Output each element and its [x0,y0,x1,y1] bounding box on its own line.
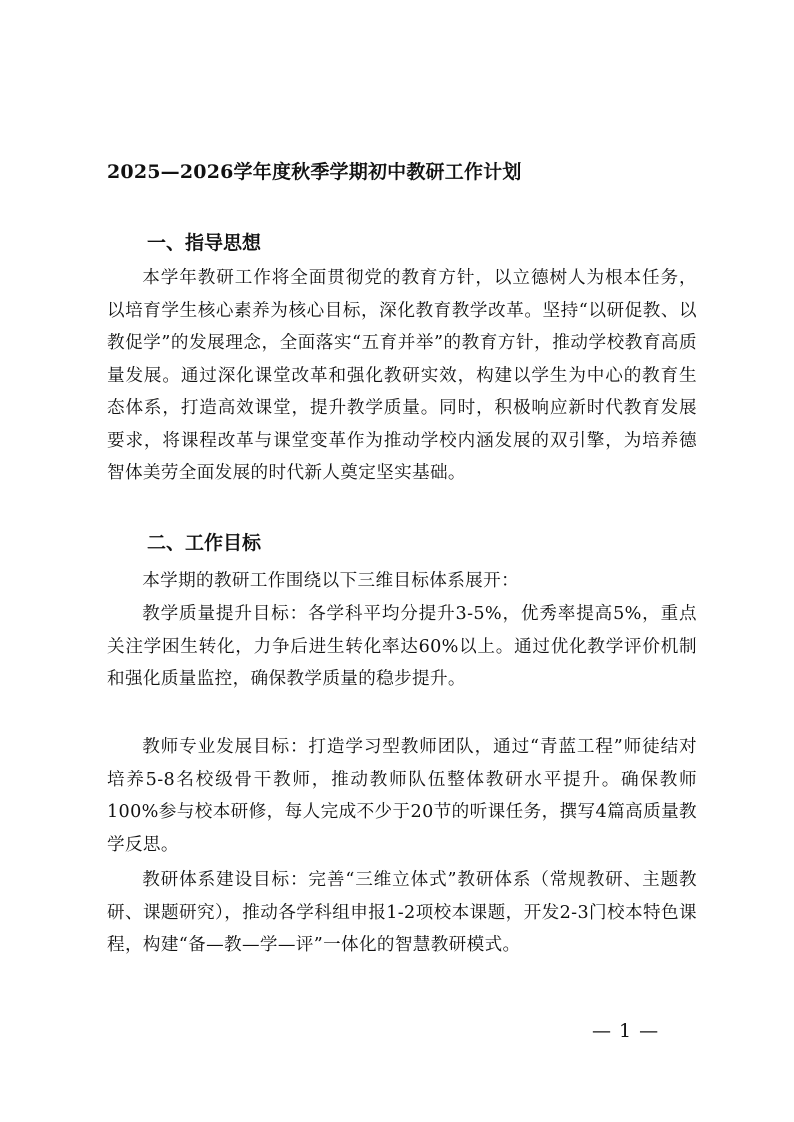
paragraph-teacher-development-goal: 教师专业发展目标：打造学习型教师团队，通过“青蓝工程”师徒结对培养5-8名校级骨干教师，推动教师队伍整体教研水平提升。确保教师100%参与校本研修，每人完成不少于20节的听课任务，撰写4篇高质量教学反思。 [107,737,697,855]
section-heading-work-goals: 二、工作目标 [147,532,262,554]
paragraph-research-system-goal: 教研体系建设目标：完善“三维立体式”教研体系（常规教研、主题教研、课题研究），推动各学科组申报1-2项校本课题，开发2-3门校本特色课程，构建“备—教—学—评”一体化的智慧教研模式。 [107,870,697,955]
paragraph-goals-intro: 本学期的教研工作围绕以下三维目标体系展开： [142,571,520,591]
paragraph-guiding-ideology: 本学年教研工作将全面贯彻党的教育方针，以立德树人为根本任务，以培育学生核心素养为核心目标，深化教育教学改革。坚持“以研促教、以教促学”的发展理念，全面落实“五育并举”的教育方针，推动学校教育高质量发展。通过深化课堂改革和强化教研实效，构建以学生为中心的教育生态体系，打造高效课堂，提升教学质量。同时，积极响应新时代教育发展要求，将课程改革与课堂变革作为推动学校内涵发展的双引擎，为培养德智体美劳全面发展的时代新人奠定坚实基础。 [107,268,697,483]
page-number: — 1 — [592,1020,660,1042]
paragraph-teaching-quality-goal: 教学质量提升目标：各学科平均分提升3-5%，优秀率提高5%，重点关注学困生转化，力争后进生转化率达60%以上。通过优化教学评价机制和强化质量监控，确保教学质量的稳步提升。 [107,604,697,689]
section-heading-guiding-ideology: 一、指导思想 [147,232,262,254]
document-title: 2025—2026学年度秋季学期初中教研工作计划 [107,161,522,183]
